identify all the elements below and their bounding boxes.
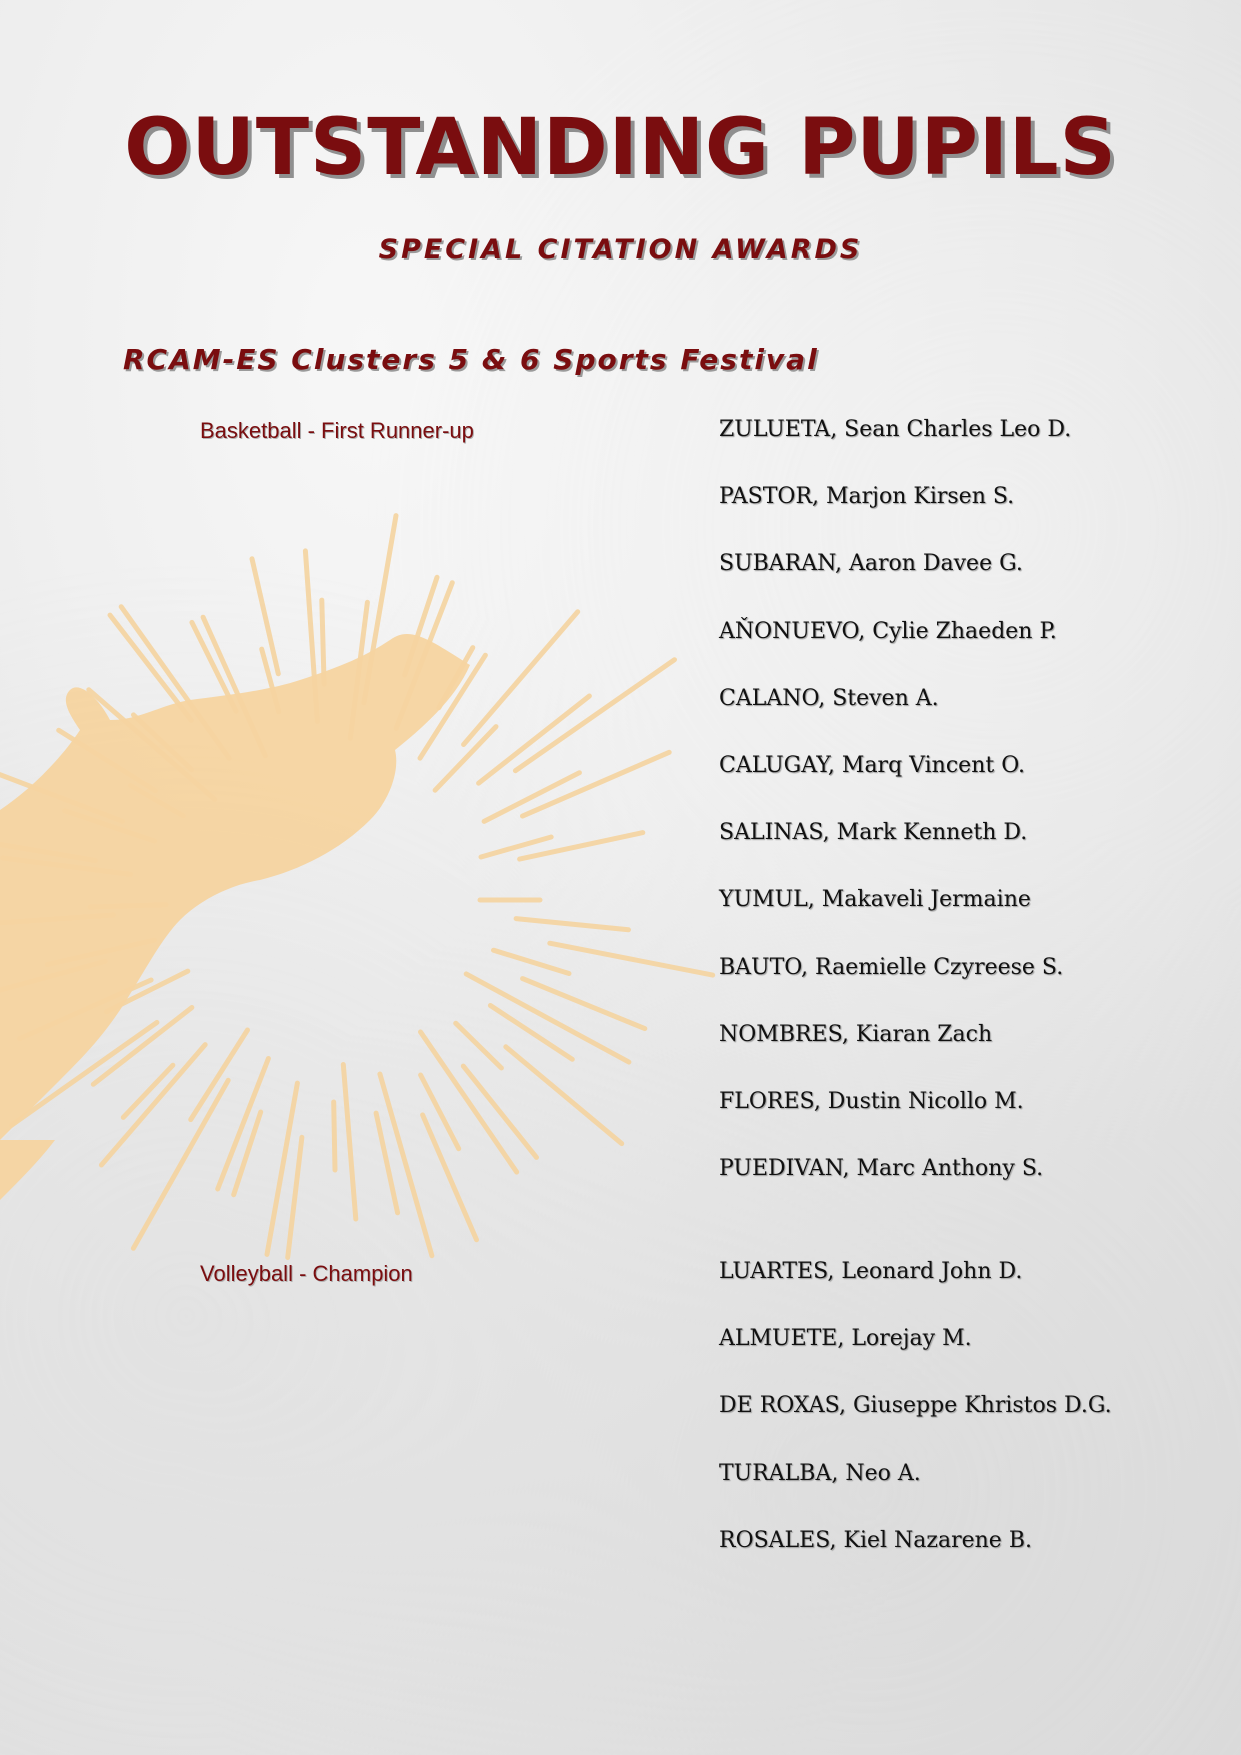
ray-line: [334, 1102, 335, 1170]
ray-line: [490, 1006, 572, 1060]
ray-line: [494, 950, 570, 973]
awardee-name: AŇONUEVO, Cylie Zhaeden P.: [719, 618, 1057, 644]
ray-line: [322, 600, 324, 684]
ray-line: [506, 1047, 622, 1144]
ray-line: [191, 1030, 248, 1120]
awardee-name: YUMUL, Makaveli Jermaine: [719, 887, 1031, 913]
event-heading: RCAM-ES Clusters 5 & 6 Sports Festival: [123, 343, 819, 376]
ray-line: [515, 660, 674, 771]
awardee-name: NOMBRES, Kiaran Zach: [719, 1021, 993, 1047]
names-list-volleyball: [719, 1256, 1112, 1592]
awardee-name: DE ROXAS, Giuseppe Khristos D.G.: [719, 1393, 1112, 1419]
awardee-name: BAUTO, Raemielle Czyreese S.: [719, 954, 1064, 980]
awardee-name: SUBARAN, Aaron Davee G.: [719, 551, 1023, 577]
page-title: OUTSTANDING PUPILS: [124, 103, 1117, 193]
awardee-name: PASTOR, Marjon Kirsen S.: [719, 484, 1015, 510]
ray-line: [516, 919, 628, 930]
ray-line: [520, 833, 643, 860]
awardee-name: CALUGAY, Marq Vincent O.: [719, 752, 1025, 778]
ray-line: [435, 727, 496, 791]
ray-line: [523, 752, 670, 816]
category-label-volleyball: Volleyball - Champion: [200, 1261, 413, 1286]
awardee-name: TURALBA, Neo A.: [719, 1460, 921, 1486]
ray-line: [550, 943, 713, 975]
page-subtitle: SPECIAL CITATION AWARDS: [378, 234, 863, 265]
ray-line: [234, 1112, 261, 1195]
ray-line: [421, 1075, 459, 1149]
awardee-name: PUEDIVAN, Marc Anthony S.: [719, 1156, 1044, 1182]
awardee-name: FLORES, Dustin Nicollo M.: [719, 1088, 1024, 1114]
ray-line: [464, 612, 578, 745]
awardee-name: SALINAS, Mark Kenneth D.: [719, 820, 1028, 846]
awardee-name: CALANO, Steven A.: [719, 685, 939, 711]
awardee-name: LUARTES, Leonard John D.: [719, 1259, 1023, 1284]
ray-line: [343, 1065, 356, 1220]
ray-line: [456, 1023, 502, 1068]
awardee-name: ROSALES, Kiel Nazarene B.: [719, 1527, 1032, 1553]
awardee-name: ZULUETA, Sean Charles Leo D.: [719, 417, 1072, 442]
awardee-name: ALMUETE, Lorejay M.: [719, 1326, 972, 1352]
ray-line: [288, 1137, 302, 1257]
ray-line: [523, 979, 645, 1029]
ray-line: [133, 1080, 228, 1248]
names-list-basketball: [719, 414, 1071, 1220]
category-label-basketball: Basketball - First Runner-up: [200, 418, 474, 443]
